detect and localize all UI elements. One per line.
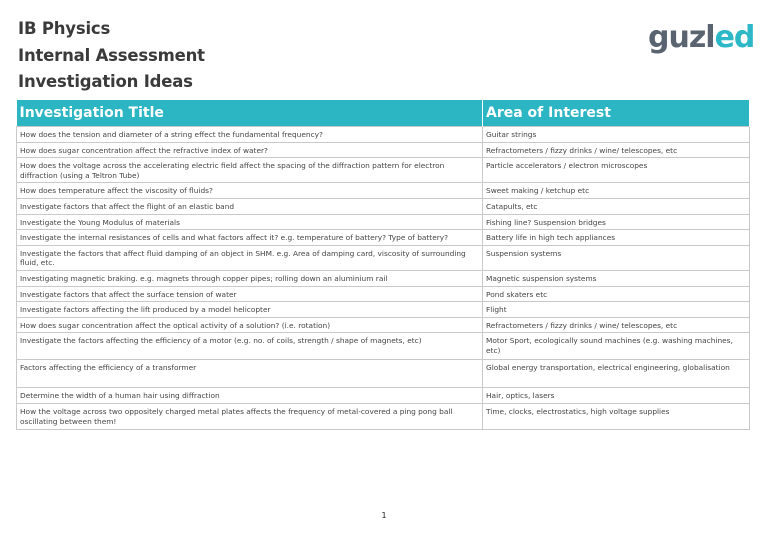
area-of-interest-cell: Refractometers / fizzy drinks / wine/ telescopes, etc [483,317,750,333]
investigation-title-cell: Investigate the Young Modulus of materials [17,214,483,230]
area-of-interest-cell: Pond skaters etc [483,286,750,302]
investigation-title-cell: How does the voltage across the accelerating electric field affect the spacing of the diffraction pattern for electron diffraction (using a Teltron Tube) [17,158,483,183]
table-row [17,183,750,199]
area-of-interest-cell: Particle accelerators / electron microscopes [483,158,750,183]
table-row [17,388,750,404]
table-header-row [17,100,750,127]
area-of-interest-cell: Flight [483,302,750,318]
header-area-of-interest: Area of Interest [483,100,750,127]
table-row [17,198,750,214]
area-of-interest-cell: Hair, optics, lasers [483,388,750,404]
table-row [17,158,750,183]
header-investigation-title: Investigation Title [17,100,483,127]
logo-text-ed: ed [714,20,755,55]
title-block [18,16,205,96]
guzled-logo [648,14,754,62]
area-of-interest-cell: Suspension systems [483,245,750,270]
area-of-interest-cell: Guitar strings [483,127,750,143]
investigation-title-cell: Investigate the factors that affect fluid damping of an object in SHM. e.g. Area of damping card, viscosity of surrounding fluid, etc. [17,245,483,270]
investigation-title-cell: How the voltage across two oppositely charged metal plates affects the frequency of metal-covered a ping pong ball oscillating between them! [17,403,483,429]
area-of-interest-cell: Global energy transportation, electrical engineering, globalisation [483,360,750,388]
area-of-interest-cell: Refractometers / fizzy drinks / wine/ telescopes, etc [483,142,750,158]
table-row [17,230,750,246]
investigation-title-cell: Investigate factors that affect the surface tension of water [17,286,483,302]
title-line-subject: IB Physics [18,19,111,38]
area-of-interest-cell: Catapults, etc [483,198,750,214]
investigation-title-cell: How does sugar concentration affect the refractive index of water? [17,142,483,158]
investigation-title-cell: Investigating magnetic braking. e.g. magnets through copper pipes; rolling down an aluminium rail [17,270,483,286]
table-row [17,317,750,333]
area-of-interest-cell: Magnetic suspension systems [483,270,750,286]
logo-text-guzl: guzl [648,20,715,55]
area-of-interest-cell: Fishing line? Suspension bridges [483,214,750,230]
investigation-ideas-table [16,100,750,430]
title-line-assessment: Internal Assessment [18,45,205,65]
investigation-title-cell: Investigate the internal resistances of cells and what factors affect it? e.g. temperature of battery? Type of battery? [17,230,483,246]
investigation-title-cell: Investigate factors that affect the flight of an elastic band [17,198,483,214]
investigation-title-cell: How does sugar concentration affect the optical activity of a solution? (i.e. rotation) [17,317,483,333]
investigation-title-cell: Determine the width of a human hair using diffraction [17,388,483,404]
table-row [17,333,750,360]
area-of-interest-cell: Time, clocks, electrostatics, high voltage supplies [483,403,750,429]
table-row [17,302,750,318]
table-row [17,245,750,270]
title-line-ideas: Investigation Ideas [18,72,193,91]
table-row [17,214,750,230]
investigation-title-cell: Factors affecting the efficiency of a transformer [17,360,483,388]
table-body [17,127,750,430]
area-of-interest-cell: Sweet making / ketchup etc [483,183,750,199]
investigation-title-cell: Investigate the factors affecting the efficiency of a motor (e.g. no. of coils, strength / shape of magnets, etc) [17,333,483,360]
table-row [17,403,750,429]
area-of-interest-cell: Motor Sport, ecologically sound machines (e.g. washing machines, etc) [483,333,750,360]
table-row [17,142,750,158]
table-row [17,360,750,388]
investigation-title-cell: Investigate factors affecting the lift produced by a model helicopter [17,302,483,318]
table-row [17,270,750,286]
area-of-interest-cell: Battery life in high tech appliances [483,230,750,246]
table-row [17,127,750,143]
page-number: 1 [381,511,387,520]
table-row [17,286,750,302]
investigation-title-cell: How does the tension and diameter of a string effect the fundamental frequency? [17,127,483,143]
investigation-title-cell: How does temperature affect the viscosity of fluids? [17,183,483,199]
